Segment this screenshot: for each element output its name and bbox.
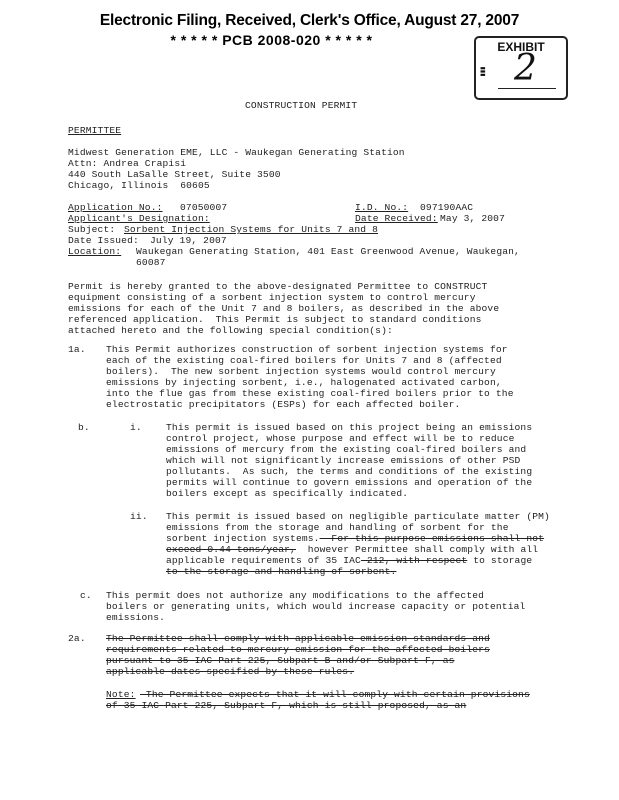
intro-line: equipment consisting of a sorbent injection system to control mercury — [68, 292, 476, 303]
location-line: 60087 — [136, 257, 166, 268]
text-plain: to storage — [467, 555, 533, 566]
condition-line-struck: to the storage and handling of sorbent. — [166, 566, 397, 577]
designation-label: Applicant's Designation: — [68, 213, 210, 224]
note-line-struck: The Permittee expects that it will comply with certain provisions — [140, 689, 530, 700]
text-struck: 212, with respect — [360, 555, 468, 566]
condition-line — [166, 555, 532, 566]
condition-line-struck: The Permittee shall comply with applicable emission standards and — [106, 633, 490, 644]
condition-line-struck: requirements related to mercury emission for the affected boilers — [106, 644, 490, 655]
permittee-line: 440 South LaSalle Street, Suite 3500 — [68, 169, 281, 180]
condition-line: electrostatic precipitators (ESPs) for each affected boiler. — [106, 399, 461, 410]
case-number-header: * * * * * PCB 2008-020 * * * * * — [170, 32, 373, 48]
condition-number: 2a. — [68, 633, 86, 644]
intro-line: Permit is hereby granted to the above-designated Permittee to CONSTRUCT — [68, 281, 488, 292]
condition-line: emissions by injecting sorbent, i.e., halogenated activated carbon, — [106, 377, 502, 388]
id-no-label: I.D. No.: — [355, 202, 409, 213]
condition-line: boilers or generating units, which would increase capacity or potential — [106, 601, 526, 612]
note-line-struck: of 35 IAC Part 225, Subpart F, which is still proposed, as an — [106, 700, 467, 711]
date-received: May 3, 2007 — [440, 213, 505, 224]
permittee-line: Attn: Andrea Crapisi — [68, 158, 187, 169]
condition-line-struck: applicable dates specified by these rules. — [106, 666, 355, 677]
location-label: Location: — [68, 246, 122, 257]
text-plain: applicable requirements of 35 IAC — [166, 555, 361, 566]
stamp-side-mark: ▮▮▮ — [480, 66, 487, 77]
permittee-line: Midwest Generation EME, LLC - Waukegan Generating Station — [68, 147, 405, 158]
condition-line: pollutants. As such, the terms and conditions of the existing — [166, 466, 533, 477]
text-struck: exceed 0.44 tons/year, — [166, 544, 296, 555]
intro-line: referenced application. This Permit is subject to standard conditions — [68, 314, 482, 325]
condition-line-struck: pursuant to 35 IAC Part 225, Subpart B and/or Subpart F, as — [106, 655, 455, 666]
condition-line: This permit is issued based on negligible particulate matter (PM) — [166, 511, 550, 522]
subject: Sorbent Injection Systems for Units 7 and 8 — [124, 224, 379, 235]
text-plain: however Permittee shall comply with all — [295, 544, 539, 555]
condition-line — [166, 533, 544, 544]
condition-number: 1a. — [68, 344, 86, 355]
condition-line: emissions. — [106, 612, 166, 623]
exhibit-number: 2 — [514, 48, 537, 89]
condition-number: b. — [78, 422, 90, 433]
date-issued-label: Date Issued: — [68, 235, 139, 246]
text-struck: For this purpose emissions shall not — [319, 533, 545, 544]
condition-line: boilers except as specifically indicated. — [166, 488, 409, 499]
condition-line: which will not significantly increase emissions of other PSD — [166, 455, 521, 466]
location-line: Waukegan Generating Station, 401 East Greenwood Avenue, Waukegan, — [136, 246, 520, 257]
application-no-label: Application No.: — [68, 202, 163, 213]
filing-header: Electronic Filing, Received, Clerk's Office, August 27, 2007 — [99, 12, 520, 29]
condition-line: boilers). The new sorbent injection systems would control mercury — [106, 366, 496, 377]
condition-line: emissions from the storage and handling of sorbent for the — [166, 522, 509, 533]
condition-line: into the flue gas from these existing coal-fired boilers prior to the — [106, 388, 514, 399]
condition-line: control project, whose purpose and effect will be to reduce — [166, 433, 515, 444]
condition-line: This permit is issued based on this project being an emissions — [166, 422, 533, 433]
date-issued: July 19, 2007 — [150, 235, 227, 246]
condition-line: emissions of mercury from the existing coal-fired boilers and — [166, 444, 527, 455]
permittee-line: Chicago, Illinois 60605 — [68, 180, 210, 191]
date-received-label: Date Received: — [355, 213, 438, 224]
intro-line: attached hereto and the following special condition(s): — [68, 325, 393, 336]
section-permittee: PERMITTEE — [68, 125, 122, 136]
condition-line: This permit does not authorize any modifications to the affected — [106, 590, 485, 601]
condition-line: permits will continue to govern emissions and operation of the — [166, 477, 533, 488]
text-plain: sorbent injection systems. — [166, 533, 320, 544]
subject-label: Subject: — [68, 224, 116, 235]
subcondition-number: i. — [130, 422, 142, 433]
stamp-signature-line — [498, 88, 556, 89]
subcondition-number: ii. — [130, 511, 148, 522]
intro-line: emissions for each of the Unit 7 and 8 boilers, as described in the above — [68, 303, 500, 314]
application-no: 07050007 — [180, 202, 228, 213]
exhibit-label: EXHIBIT — [497, 40, 545, 54]
note-label: Note: — [106, 689, 136, 700]
id-no: 097190AAC — [420, 202, 474, 213]
exhibit-stamp — [474, 36, 568, 100]
condition-line: each of the existing coal-fired boilers for Units 7 and 8 (affected — [106, 355, 502, 366]
condition-line — [166, 544, 538, 555]
condition-number: c. — [80, 590, 92, 601]
condition-line: This Permit authorizes construction of sorbent injection systems for — [106, 344, 508, 355]
permit-title: CONSTRUCTION PERMIT — [245, 100, 358, 111]
